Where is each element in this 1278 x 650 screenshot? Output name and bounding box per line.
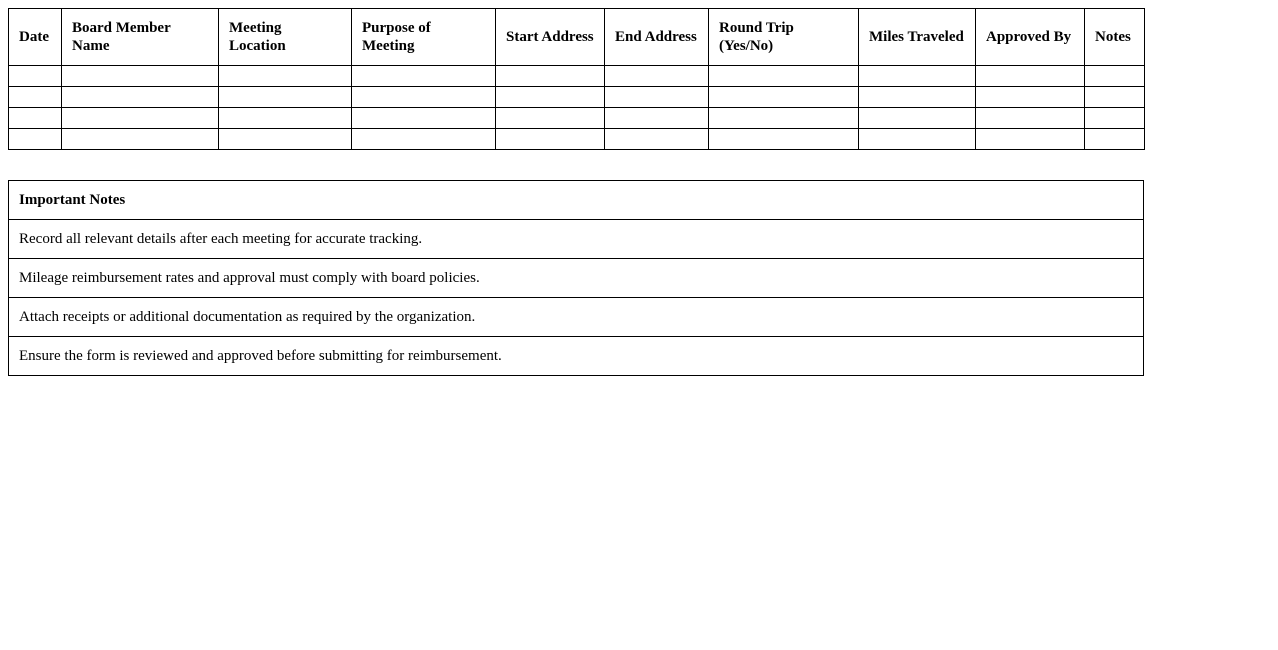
table-cell[interactable] xyxy=(1085,129,1145,150)
column-header-notes: Notes xyxy=(1085,9,1145,66)
document-page xyxy=(8,8,1144,376)
column-header-start-address: Start Address xyxy=(496,9,605,66)
table-cell[interactable] xyxy=(352,129,496,150)
note-text: Attach receipts or additional documentation as required by the organization. xyxy=(9,298,1144,337)
table-row xyxy=(9,129,1145,150)
column-header-date: Date xyxy=(9,9,62,66)
table-cell[interactable] xyxy=(9,108,62,129)
table-cell[interactable] xyxy=(62,108,219,129)
table-row xyxy=(9,108,1145,129)
table-cell[interactable] xyxy=(859,129,976,150)
table-cell[interactable] xyxy=(605,87,709,108)
table-row xyxy=(9,87,1145,108)
table-row xyxy=(9,66,1145,87)
column-header-meeting-location: Meeting Location xyxy=(219,9,352,66)
header-row xyxy=(9,9,1145,66)
note-text: Mileage reimbursement rates and approval must comply with board policies. xyxy=(9,259,1144,298)
table-cell[interactable] xyxy=(496,129,605,150)
table-cell[interactable] xyxy=(496,87,605,108)
column-header-round-trip: Round Trip (Yes/No) xyxy=(709,9,859,66)
column-header-purpose-of-meeting: Purpose of Meeting xyxy=(352,9,496,66)
note-text: Record all relevant details after each meeting for accurate tracking. xyxy=(9,220,1144,259)
table-cell[interactable] xyxy=(976,87,1085,108)
list-item xyxy=(9,298,1144,337)
table-cell[interactable] xyxy=(976,108,1085,129)
table-cell[interactable] xyxy=(219,66,352,87)
table-cell[interactable] xyxy=(709,66,859,87)
important-notes-table xyxy=(8,180,1144,376)
table-cell[interactable] xyxy=(219,108,352,129)
table-cell[interactable] xyxy=(62,87,219,108)
note-text: Ensure the form is reviewed and approved before submitting for reimbursement. xyxy=(9,337,1144,376)
table-cell[interactable] xyxy=(496,108,605,129)
table-cell[interactable] xyxy=(859,66,976,87)
list-item xyxy=(9,259,1144,298)
notes-heading: Important Notes xyxy=(9,181,1144,220)
table-cell[interactable] xyxy=(709,108,859,129)
table-cell[interactable] xyxy=(1085,108,1145,129)
table-cell[interactable] xyxy=(709,129,859,150)
table-cell[interactable] xyxy=(9,129,62,150)
column-header-board-member-name: Board Member Name xyxy=(62,9,219,66)
list-item xyxy=(9,337,1144,376)
table-cell[interactable] xyxy=(859,108,976,129)
column-header-end-address: End Address xyxy=(605,9,709,66)
table-cell[interactable] xyxy=(352,108,496,129)
table-cell[interactable] xyxy=(352,66,496,87)
table-cell[interactable] xyxy=(496,66,605,87)
list-item xyxy=(9,220,1144,259)
column-header-miles-traveled: Miles Traveled xyxy=(859,9,976,66)
mileage-log-table xyxy=(8,8,1145,150)
table-cell[interactable] xyxy=(976,129,1085,150)
table-cell[interactable] xyxy=(62,66,219,87)
table-cell[interactable] xyxy=(605,108,709,129)
column-header-approved-by: Approved By xyxy=(976,9,1085,66)
table-cell[interactable] xyxy=(352,87,496,108)
table-cell[interactable] xyxy=(9,87,62,108)
table-cell[interactable] xyxy=(605,129,709,150)
table-cell[interactable] xyxy=(1085,66,1145,87)
table-cell[interactable] xyxy=(709,87,859,108)
table-cell[interactable] xyxy=(605,66,709,87)
notes-heading-row xyxy=(9,181,1144,220)
table-cell[interactable] xyxy=(9,66,62,87)
table-cell[interactable] xyxy=(976,66,1085,87)
table-cell[interactable] xyxy=(62,129,219,150)
table-cell[interactable] xyxy=(219,129,352,150)
table-cell[interactable] xyxy=(1085,87,1145,108)
table-cell[interactable] xyxy=(859,87,976,108)
table-cell[interactable] xyxy=(219,87,352,108)
